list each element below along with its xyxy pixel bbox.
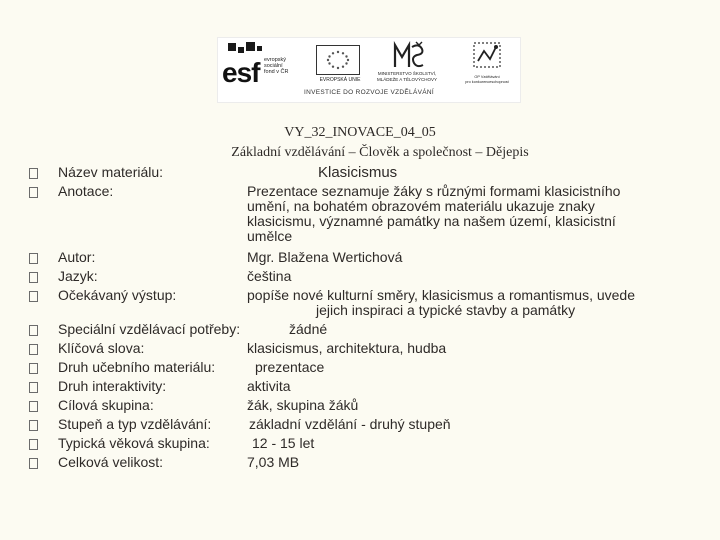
vystup-line: jejich inspiraci a typické stavby a památky (316, 302, 576, 318)
stupen-label: Stupeň a typ vzdělávání: (58, 416, 212, 432)
op-vk-caption-line: pro konkurenceschopnost (465, 79, 509, 84)
interaktivita-value: aktivita (247, 378, 291, 394)
vystup-label: Očekávaný výstup: (58, 287, 177, 303)
msmt-caption-line: MLÁDEŽE A TĚLOVÝCHOVY (377, 76, 437, 82)
potreby-label: Speciální vzdělávací potřeby: (58, 321, 241, 337)
bullet-icon (29, 325, 38, 336)
jazyk-label: Jazyk: (58, 268, 98, 284)
op-vk-emblem-icon (472, 41, 502, 73)
anotace-line: umění, na bohatém obrazovém materiálu ukazuje znaky (247, 198, 595, 214)
bullet-icon (29, 363, 38, 374)
cilova-value: žák, skupina žáků (247, 397, 359, 413)
velikost-label: Celková velikost: (58, 454, 164, 470)
cilova-label: Cílová skupina: (58, 397, 154, 413)
anotace-line: klasicismu, významné památky na našem území, klasicistní (247, 213, 616, 229)
bullet-icon (29, 439, 38, 450)
interaktivita-label: Druh interaktivity: (58, 378, 167, 394)
autor-value: Mgr. Blažena Wertichová (247, 249, 403, 265)
bullet-icon (29, 458, 38, 469)
eu-flag-icon (316, 45, 360, 75)
bullet-icon (29, 420, 38, 431)
op-vk-caption-line: OP Vzdělávání (474, 75, 500, 79)
vystup-line: popíše nové kulturní směry, klasicismus a romantismus, uvede (247, 287, 636, 303)
msmt-caption-line: MINISTERSTVO ŠKOLSTVÍ, (377, 71, 437, 76)
bullet-icon (29, 168, 38, 179)
anotace-line: Prezentace seznamuje žáky s různými formami klasicistního (247, 183, 621, 199)
bullet-icon (29, 382, 38, 393)
nazev-value: Klasicismus (318, 164, 398, 181)
anotace-line: umělce (247, 228, 293, 244)
msmt-logo (366, 41, 446, 87)
potreby-value: žádné (289, 321, 328, 337)
esf-wordmark: esf (222, 57, 260, 88)
op-vk-logo (458, 41, 516, 87)
bullet-icon (29, 272, 38, 283)
msmt-emblem-icon (392, 41, 426, 69)
esf-text: evropský (264, 57, 287, 63)
vekova-label: Typická věková skupina: (58, 435, 210, 451)
autor-label: Autor: (58, 249, 96, 265)
material-code: VY_32_INOVACE_04_05 (284, 125, 436, 140)
jazyk-value: čeština (247, 268, 292, 284)
druh-value: prezentace (255, 359, 325, 375)
subject-subtitle: Základní vzdělávání – Člověk a společnost – Dějepis (231, 145, 529, 160)
klicova-value: klasicismus, architektura, hudba (247, 340, 447, 356)
msmt-caption (366, 71, 448, 82)
esf-logo (222, 41, 300, 87)
nazev-label: Název materiálu: (58, 164, 164, 180)
eu-caption: EVROPSKÁ UNIE (319, 77, 361, 83)
druh-label: Druh učebního materiálu: (58, 359, 216, 375)
bullet-icon (29, 344, 38, 355)
eu-logo (310, 41, 368, 87)
investice-slogan: INVESTICE DO ROZVOJE VZDĚLÁVÁNÍ (304, 89, 434, 96)
anotace-label: Anotace: (58, 183, 114, 199)
bullet-icon (29, 401, 38, 412)
esf-text: fond v ČR (264, 69, 289, 75)
bullet-icon (29, 291, 38, 302)
velikost-value: 7,03 MB (247, 454, 300, 470)
logo-strip (217, 37, 521, 103)
stupen-value: základní vzdělání - druhý stupeň (249, 416, 451, 432)
op-vk-caption (458, 75, 516, 84)
esf-text: sociální (264, 63, 283, 69)
bullet-icon (29, 187, 38, 198)
klicova-label: Klíčová slova: (58, 340, 145, 356)
bullet-icon (29, 253, 38, 264)
vekova-value: 12 - 15 let (252, 435, 315, 451)
